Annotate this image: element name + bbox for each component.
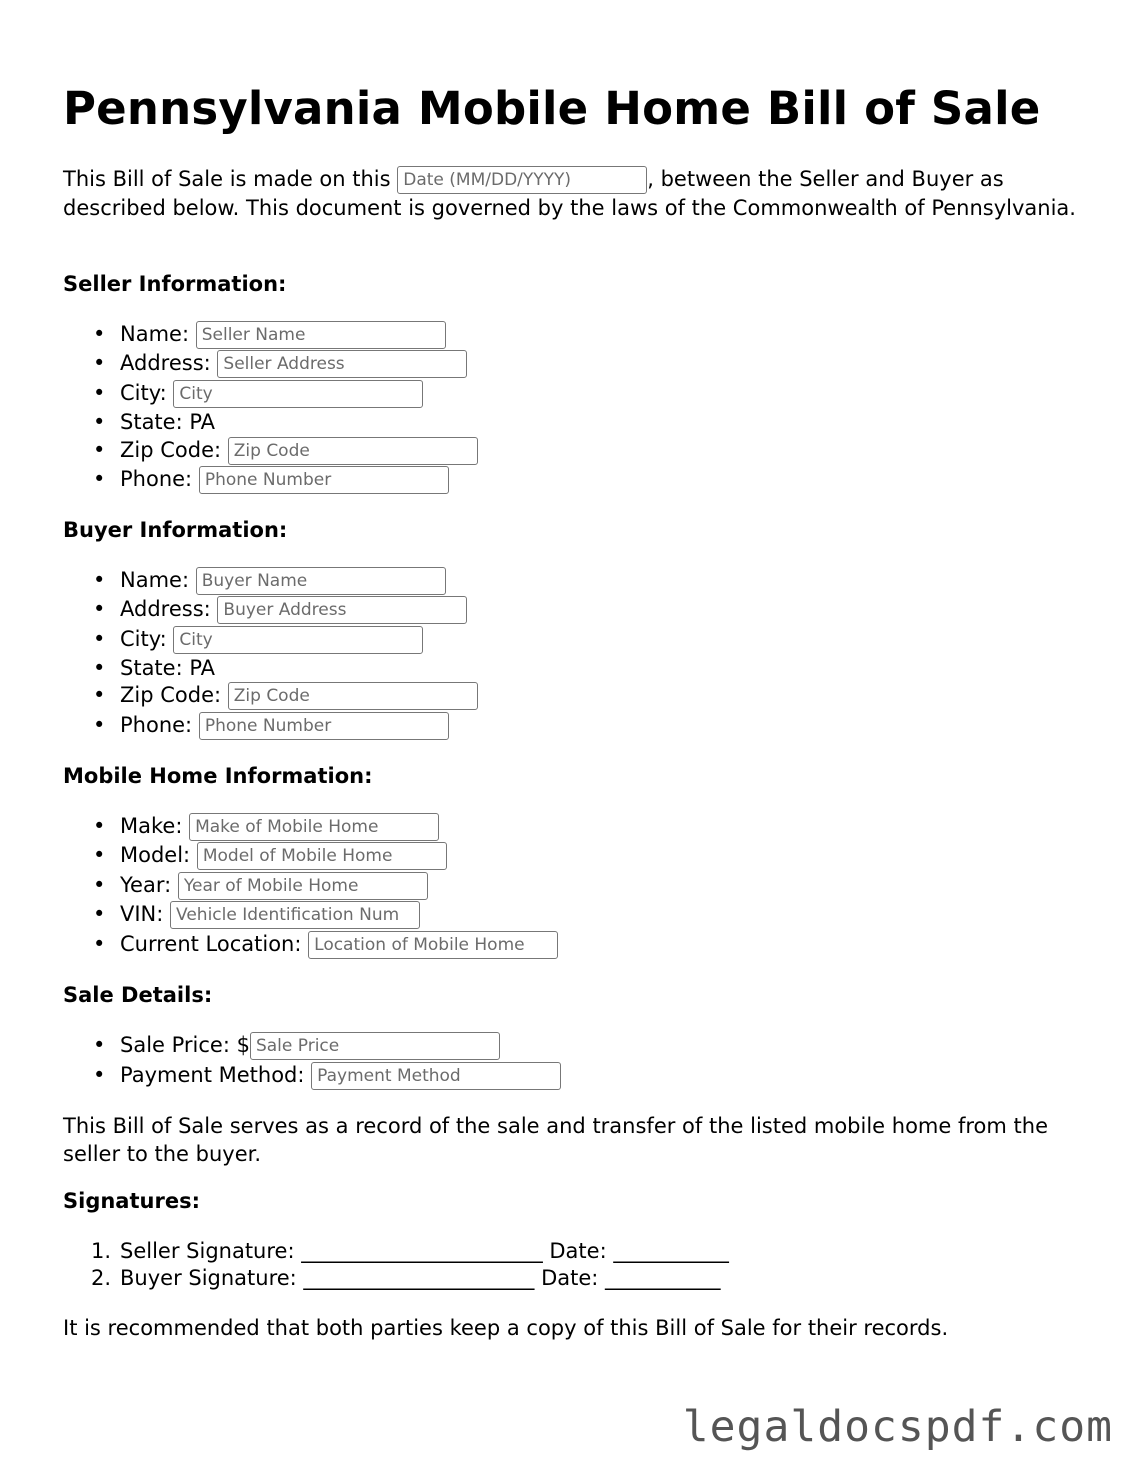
record-paragraph: This Bill of Sale serves as a record of the sale and transfer of the listed mobile home from the seller to the buyer. (63, 1114, 1048, 1166)
home-make-label: Make: (120, 814, 183, 838)
buyer-city-item (120, 625, 423, 654)
date-input[interactable] (397, 166, 647, 194)
buyer-state-item: • State: PA (120, 654, 215, 683)
buyer-name-item (120, 566, 446, 595)
home-make-input[interactable] (189, 813, 439, 841)
sale-price-label: Sale Price: $ (120, 1033, 250, 1057)
home-make-item (120, 812, 439, 841)
payment-method-item (120, 1061, 561, 1090)
buyer-city-input[interactable] (173, 626, 423, 654)
home-year-label: Year: (120, 873, 172, 897)
home-vin-input[interactable] (170, 901, 420, 929)
buyer-address-input[interactable] (217, 596, 467, 624)
seller-phone-label: Phone: (120, 467, 193, 491)
buyer-signature-number: 2. (91, 1266, 112, 1290)
home-location-label: Current Location: (120, 932, 302, 956)
page-title: Pennsylvania Mobile Home Bill of Sale (63, 82, 1041, 135)
buyer-name-input[interactable] (196, 567, 446, 595)
buyer-signature-text: Buyer Signature: ______________________ Date: ___________ (120, 1266, 721, 1290)
seller-zip-input[interactable] (228, 437, 478, 465)
seller-city-item (120, 379, 423, 408)
sale-price-input[interactable] (250, 1032, 500, 1060)
seller-address-input[interactable] (217, 350, 467, 378)
closing-paragraph: It is recommended that both parties keep a copy of this Bill of Sale for their records. (63, 1316, 949, 1340)
intro-text-before: This Bill of Sale is made on this (63, 167, 398, 191)
seller-name-item (120, 320, 446, 349)
seller-city-label: City: (120, 381, 167, 405)
home-location-item (120, 930, 558, 959)
buyer-name-label: Name: (120, 568, 190, 592)
home-heading: Mobile Home Information: (63, 764, 373, 788)
intro-text-after: , between the Seller and Buyer as described below. This document is governed by the laws of the Commonwealth of Pennsylvania. (63, 167, 1076, 220)
seller-name-input[interactable] (196, 321, 446, 349)
home-model-item (120, 841, 447, 870)
signatures-heading: Signatures: (63, 1189, 200, 1213)
payment-method-label: Payment Method: (120, 1063, 305, 1087)
home-vin-label: VIN: (120, 902, 164, 926)
seller-heading: Seller Information: (63, 272, 287, 296)
seller-address-label: Address: (120, 351, 211, 375)
seller-phone-item (120, 465, 449, 494)
seller-name-label: Name: (120, 322, 190, 346)
home-model-label: Model: (120, 843, 191, 867)
seller-phone-input[interactable] (199, 466, 449, 494)
home-vin-item (120, 900, 420, 929)
buyer-address-item (120, 595, 467, 624)
buyer-heading: Buyer Information: (63, 518, 288, 542)
seller-zip-item (120, 436, 478, 465)
buyer-address-label: Address: (120, 597, 211, 621)
buyer-phone-input[interactable] (199, 712, 449, 740)
home-model-input[interactable] (197, 842, 447, 870)
seller-city-input[interactable] (173, 380, 423, 408)
seller-signature-item (91, 1237, 729, 1266)
buyer-phone-item (120, 711, 449, 740)
seller-signature-text: Seller Signature: _______________________ Date: ___________ (120, 1239, 729, 1263)
buyer-zip-item (120, 681, 478, 710)
sale-price-item (120, 1031, 500, 1060)
seller-signature-number: 1. (91, 1239, 112, 1263)
buyer-phone-label: Phone: (120, 713, 193, 737)
watermark-text: legaldocspdf.com (682, 1402, 1113, 1452)
sale-heading: Sale Details: (63, 983, 213, 1007)
home-location-input[interactable] (308, 931, 558, 959)
payment-method-input[interactable] (311, 1062, 561, 1090)
seller-zip-label: Zip Code: (120, 438, 222, 462)
seller-state-item: • State: PA (120, 408, 215, 437)
seller-address-item (120, 349, 467, 378)
buyer-signature-item (91, 1264, 721, 1293)
intro-paragraph (63, 165, 1103, 222)
buyer-city-label: City: (120, 627, 167, 651)
home-year-item (120, 871, 428, 900)
buyer-zip-input[interactable] (228, 682, 478, 710)
buyer-zip-label: Zip Code: (120, 683, 222, 707)
home-year-input[interactable] (178, 872, 428, 900)
